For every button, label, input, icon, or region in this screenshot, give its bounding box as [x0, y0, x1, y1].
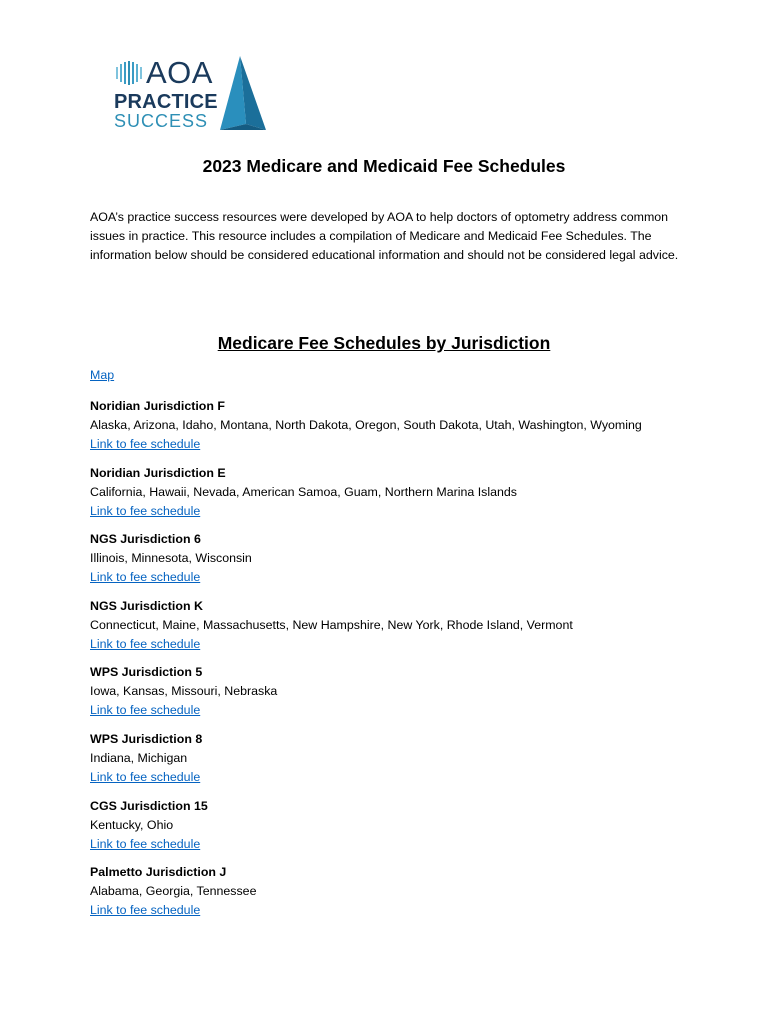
logo-success-text: SUCCESS — [114, 111, 209, 131]
fee-schedule-link[interactable]: Link to fee schedule — [90, 503, 201, 518]
intro-paragraph: AOA’s practice success resources were developed by AOA to help doctors of optometry address common issues in practice. This resource includes a compilation of Medicare and Medicaid Fee Schedules. The information below should be considered educational information and should not be considered legal advice. — [90, 210, 679, 262]
section-title: Medicare Fee Schedules by Jurisdiction — [217, 333, 551, 353]
fee-schedule-link[interactable]: Link to fee schedule — [90, 636, 201, 651]
jurisdiction-list — [90, 397, 710, 930]
jurisdiction-name: NGS Jurisdiction K — [90, 598, 203, 613]
jurisdiction-states: Alabama, Georgia, Tennessee — [90, 884, 257, 899]
jurisdiction-name: Noridian Jurisdiction F — [90, 399, 225, 413]
jurisdiction-states: Iowa, Kansas, Missouri, Nebraska — [90, 684, 278, 699]
fee-schedule-link[interactable]: Link to fee schedule — [90, 836, 201, 851]
jurisdiction-item — [90, 397, 710, 464]
jurisdiction-states: Kentucky, Ohio — [90, 817, 174, 832]
fee-schedule-link[interactable]: Link to fee schedule — [90, 437, 201, 451]
jurisdiction-name: NGS Jurisdiction 6 — [90, 532, 201, 547]
jurisdiction-states: Alaska, Arizona, Idaho, Montana, North Dakota, Oregon, South Dakota, Utah, Washington, Wyoming — [90, 418, 642, 432]
jurisdiction-name: CGS Jurisdiction 15 — [90, 798, 208, 813]
fee-schedule-link[interactable]: Link to fee schedule — [90, 570, 201, 585]
jurisdiction-name: WPS Jurisdiction 5 — [90, 665, 203, 680]
jurisdiction-name: Noridian Jurisdiction E — [90, 465, 226, 480]
jurisdiction-item — [90, 863, 710, 930]
logo-triangle-icon — [200, 56, 266, 132]
logo-aoa-row — [114, 56, 213, 90]
jurisdiction-item — [90, 464, 710, 531]
fee-schedule-link[interactable]: Link to fee schedule — [90, 703, 201, 718]
jurisdiction-item — [90, 797, 710, 864]
map-link[interactable]: Map — [90, 368, 115, 382]
logo-bars-icon — [114, 58, 144, 88]
jurisdiction-states: California, Hawaii, Nevada, American Samoa, Guam, Northern Marina Islands — [90, 484, 517, 499]
jurisdiction-name: WPS Jurisdiction 8 — [90, 731, 203, 746]
jurisdiction-item — [90, 530, 710, 597]
logo-practice-text: PRACTICE — [114, 91, 218, 113]
page-title: 2023 Medicare and Medicaid Fee Schedules — [202, 156, 566, 176]
logo-brand: AOA — [146, 55, 213, 90]
fee-schedule-link[interactable]: Link to fee schedule — [90, 903, 201, 918]
jurisdiction-item — [90, 730, 710, 797]
jurisdiction-item — [90, 663, 710, 730]
jurisdiction-states: Indiana, Michigan — [90, 750, 188, 765]
jurisdiction-name: Palmetto Jurisdiction J — [90, 865, 227, 880]
jurisdiction-states: Connecticut, Maine, Massachusetts, New Hampshire, New York, Rhode Island, Vermont — [90, 617, 573, 632]
fee-schedule-link[interactable]: Link to fee schedule — [90, 769, 201, 784]
jurisdiction-states: Illinois, Minnesota, Wisconsin — [90, 551, 252, 566]
aoa-practice-success-logo — [114, 54, 274, 134]
jurisdiction-item — [90, 597, 710, 664]
